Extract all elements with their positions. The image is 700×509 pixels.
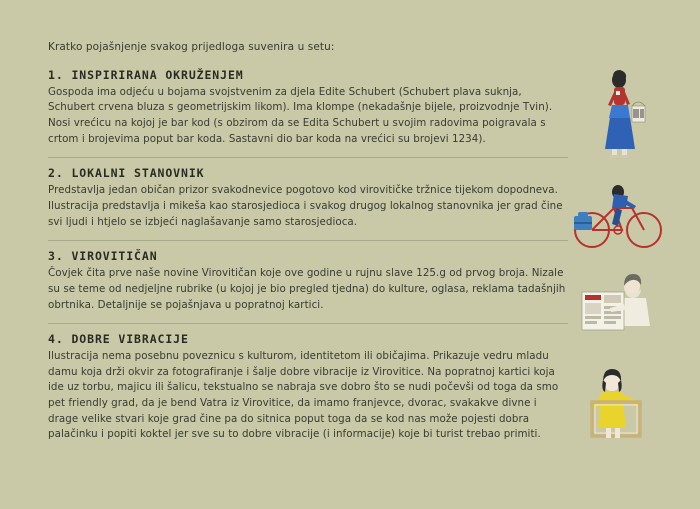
section-2 <box>48 166 568 230</box>
section-1 <box>48 68 568 148</box>
section-4-title: 4. DOBRE VIBRACIJE <box>48 332 189 347</box>
section-3-title: 3. VIROVITIČAN <box>48 249 158 264</box>
woman-in-blue-skirt-illustration <box>562 70 672 162</box>
man-reading-newspaper-illustration <box>562 264 672 356</box>
woman-holding-photo-frame-illustration <box>562 362 672 454</box>
document-content <box>48 40 568 443</box>
divider-3 <box>48 323 568 324</box>
section-4 <box>48 332 568 443</box>
section-4-body: Ilustracija nema posebnu poveznicu s kulturom, identitetom ili običajima. Prikazuje vedru mladu damu koja drži okvir za fotografiranje i šalje dobre vibracije iz Virovitice. Na popratnoj kartici koja ide uz torbu, majicu ili šalicu, tekstualno se nabraja sve dobro što se nudi počevši od toga da smo pet friendly grad, da je bend Vatra iz Virovitice, da imamo franjevce, dvorac, svakakve divne i drage velike stvari koje grad čine pa do sitnica poput toga da se kod nas može pojesti dobra palačinku i popiti koktel jer sve su to dobre vibracije (i informacije) koje bi turist trebao primiti. <box>48 350 559 441</box>
section-1-body: Gospoda ima odjeću u bojama svojstvenim za djela Edite Schubert (Schubert plava suknja, Schubert crvena bluza s geometrijskim likom). Ima klompe (nekadašnje bijele, proizvodnje Tvin). Nosi vrećicu na kojoj je bar kod (s obzirom da se Edita Schubert u svojim radovima poigravala s crtom i brojevima poput bar koda. Sastavni dio bar koda na vrećici su brojevi 1234). <box>48 85 553 145</box>
intro-text: Kratko pojašnjenje svakog prijedloga suvenira u setu: <box>48 41 335 53</box>
divider-2 <box>48 240 568 241</box>
section-2-body: Predstavlja jedan običan prizor svakodnevice pogotovo kod virovitičke tržnice tijekom dopodneva. Ilustracija predstavlja i mikeša kao starosjedioca i svakog drugog lokalnog stanovnika jer grad čine svi ljudi i htjelo se izbjeći naglašavanje samo starosjedioca. <box>48 184 563 228</box>
section-1-title: 1. INSPIRIRANA OKRUŽENJEM <box>48 67 244 82</box>
section-3 <box>48 249 568 313</box>
cyclist-on-bicycle-illustration <box>562 170 672 262</box>
divider-1 <box>48 157 568 158</box>
section-3-body: Čovjek čita prve naše novine Virovitičan koje ove godine u rujnu slave 125.g od prvog broja. Nizale su se teme od nedjeljne rubrike (u kojoj je bio pregled tjedna) do kulture, oglasa, reklama tadašnjih obrtnika. Detaljnije se pojašnjava u popratnoj kartici. <box>48 267 566 311</box>
section-2-title: 2. LOKALNI STANOVNIK <box>48 166 205 181</box>
